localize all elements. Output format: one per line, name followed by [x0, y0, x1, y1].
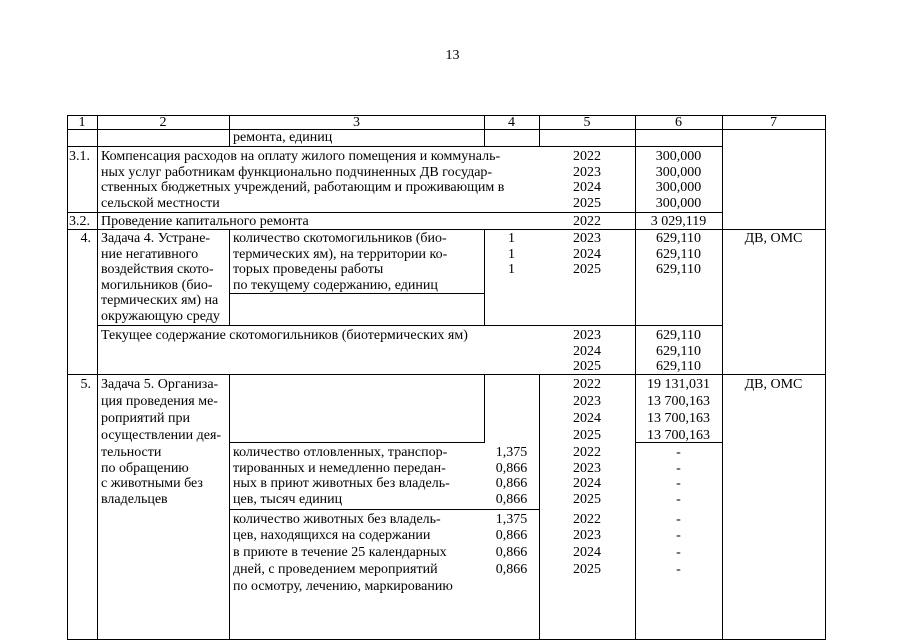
indicator-text: торых проведены работы	[233, 262, 384, 277]
activity-text: сельской местности	[101, 195, 220, 211]
year-cell: 2023	[573, 460, 601, 476]
year-cell: 2025	[573, 262, 601, 277]
indicator-text: цев, находящихся на содержании	[233, 528, 431, 543]
funding-value: -	[676, 491, 681, 507]
header-col-1: 1	[78, 115, 86, 130]
year-cell: 2024	[573, 180, 601, 195]
row-divider	[67, 146, 722, 147]
row-divider	[229, 509, 539, 510]
year-cell: 2022	[573, 445, 601, 460]
target-value: 0,866	[495, 460, 528, 476]
year-cell: 2025	[573, 428, 601, 443]
header-col-3: 3	[353, 115, 360, 130]
indicator-text: количество животных без владель-	[233, 512, 441, 527]
row-number: 3.1.	[69, 149, 90, 164]
funding-value: -	[676, 476, 681, 491]
task-text: ние негативного	[101, 246, 199, 262]
target-value: 1,375	[495, 512, 528, 527]
target-value: 0,866	[495, 476, 528, 491]
year-cell: 2025	[573, 359, 601, 374]
activity-text: ных услуг работникам функционально подчиненных ДВ государ-	[101, 164, 493, 180]
funding-value: 629,110	[656, 231, 701, 246]
row-divider	[229, 442, 484, 443]
header-col-6: 6	[675, 115, 682, 130]
target-value: 0,866	[495, 491, 528, 507]
row-number: 4.	[80, 231, 91, 246]
funding-value: 300,000	[655, 195, 702, 211]
target-value: 1,375	[495, 445, 528, 460]
year-cell: 2025	[573, 491, 601, 507]
row-divider	[229, 293, 484, 294]
row-number: 5.	[80, 377, 91, 392]
task-text: термических ям) на	[101, 293, 219, 308]
plan-table	[67, 115, 826, 640]
year-cell: 2024	[573, 476, 601, 491]
funding-value: 629,110	[656, 262, 701, 277]
funding-value: -	[676, 562, 681, 577]
funding-value: -	[676, 528, 681, 543]
task-text: осуществлении дея-	[101, 428, 222, 443]
indicator-text: тированных и немедленно передан-	[233, 460, 446, 476]
funding-value: 629,110	[656, 359, 701, 374]
task-text: ция проведения ме-	[101, 394, 218, 409]
task-text: могильников (био-	[101, 277, 213, 293]
row-number: 3.2.	[69, 213, 90, 229]
year-cell: 2025	[573, 562, 601, 577]
year-cell: 2024	[573, 411, 601, 426]
target-value: 0,866	[495, 528, 528, 543]
funding-value: -	[676, 512, 681, 527]
funding-value: 13 700,163	[647, 411, 710, 426]
funding-value: 13 700,163	[647, 394, 710, 409]
task-text: окружающую среду	[101, 308, 220, 324]
row-divider	[97, 325, 722, 326]
funding-value: 300,000	[655, 180, 702, 195]
indicator-text: термических ям), на территории ко-	[233, 246, 448, 262]
indicator-text: ных в приют животных без владель-	[233, 476, 450, 491]
activity-text: Компенсация расходов на оплату жилого помещения и коммуналь-	[101, 149, 501, 164]
funding-value: 19 131,031	[647, 377, 710, 392]
target-value: 1	[508, 262, 515, 277]
year-cell: 2024	[573, 343, 601, 359]
indicator-text: в приюте в течение 25 календарных	[233, 545, 447, 560]
funding-value: 629,110	[656, 343, 701, 359]
target-value: 1	[508, 231, 515, 246]
target-value: 1	[508, 246, 515, 262]
year-cell: 2025	[573, 195, 601, 211]
year-cell: 2024	[573, 545, 601, 560]
funding-value: 3 029,119	[650, 213, 707, 229]
indicator-text: цев, тысяч единиц	[233, 491, 343, 507]
year-cell: 2023	[573, 231, 601, 246]
funding-value: 300,000	[655, 149, 702, 164]
year-cell: 2022	[573, 149, 601, 164]
page-number: 13	[445, 48, 460, 63]
executor-cell: ДВ, ОМС	[744, 377, 803, 392]
indicator-text: дней, с проведением мероприятий	[233, 562, 438, 577]
indicator-text: количество отловленных, транспор-	[233, 445, 448, 460]
task-text: роприятий при	[101, 411, 191, 426]
funding-value: 629,110	[656, 328, 701, 343]
header-col-5: 5	[583, 115, 591, 130]
indicator-text: количество скотомогильников (био-	[233, 231, 447, 246]
funding-value: -	[676, 545, 681, 560]
activity-text: ственных бюджетных учреждений, работающим и проживающим в	[101, 180, 505, 195]
funding-value: -	[676, 460, 681, 476]
task-text: воздействия ското-	[101, 262, 214, 277]
funding-value: 13 700,163	[647, 428, 710, 443]
task-text: Задача 4. Устране-	[101, 231, 211, 246]
row-divider	[67, 229, 826, 230]
funding-value: -	[676, 445, 681, 460]
col-divider	[97, 115, 98, 640]
year-cell: 2022	[573, 213, 601, 229]
year-cell: 2022	[573, 512, 601, 527]
table-border-right	[825, 115, 826, 640]
indicator-text: по текущему содержанию, единиц	[233, 277, 438, 293]
year-cell: 2022	[573, 377, 601, 392]
header-col-4: 4	[508, 115, 515, 130]
funding-value: 300,000	[655, 164, 702, 180]
year-cell: 2023	[573, 164, 601, 180]
col-divider	[484, 374, 485, 443]
indicator-continuation: ремонта, единиц	[233, 130, 333, 145]
target-value: 0,866	[495, 562, 528, 577]
col-divider	[229, 229, 230, 326]
activity-text: Текущее содержание скотомогильников (биотермических ям)	[101, 328, 468, 343]
task-text: с животными без	[101, 476, 203, 491]
year-cell: 2023	[573, 394, 601, 409]
indicator-text: по осмотру, лечению, маркированию	[233, 579, 453, 594]
year-cell: 2023	[573, 328, 601, 343]
year-cell: 2024	[573, 246, 601, 262]
task-text: Задача 5. Организа-	[101, 377, 219, 392]
task-text: владельцев	[101, 491, 168, 507]
header-col-7: 7	[770, 115, 777, 130]
funding-value: 629,110	[656, 246, 701, 262]
task-text: тельности	[101, 445, 162, 460]
target-value: 0,866	[495, 545, 528, 560]
task-text: по обращению	[101, 460, 189, 476]
activity-text: Проведение капитального ремонта	[101, 213, 309, 229]
year-cell: 2023	[573, 528, 601, 543]
executor-cell: ДВ, ОМС	[744, 231, 803, 246]
header-col-2: 2	[159, 115, 167, 130]
col-divider	[229, 374, 230, 640]
